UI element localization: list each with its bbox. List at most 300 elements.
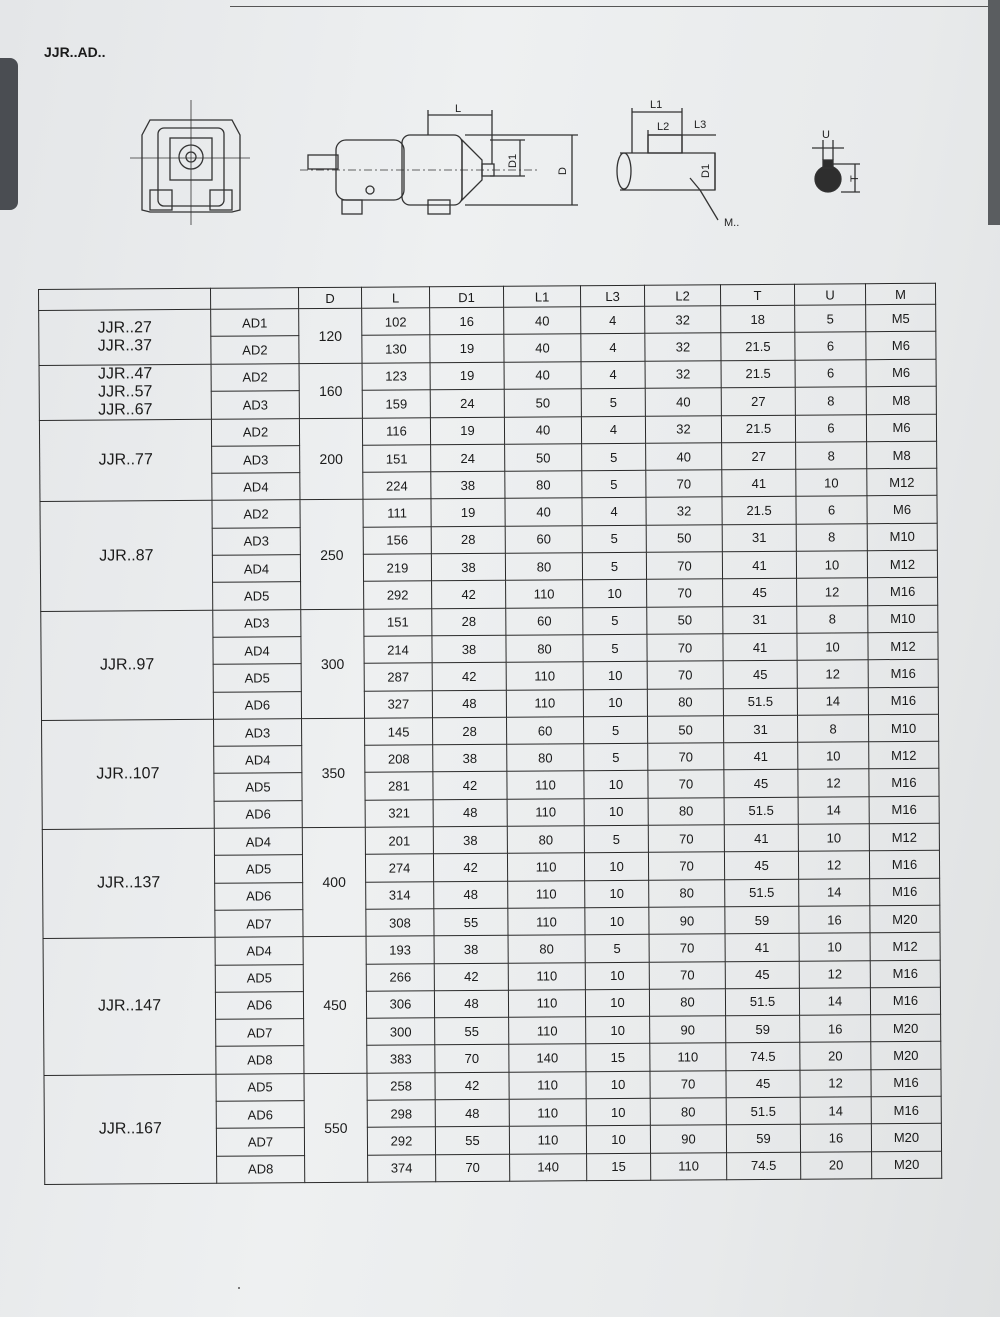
value-cell-l3: 4 — [581, 361, 645, 389]
value-cell-u: 6 — [795, 332, 866, 360]
value-cell-t: 45 — [723, 660, 797, 688]
ad-size-cell: AD2 — [211, 336, 299, 364]
value-cell-l: 214 — [364, 636, 432, 664]
value-cell-d1: 42 — [432, 663, 506, 691]
model-name: JJR..147 — [97, 997, 162, 1015]
value-cell-l1: 110 — [506, 580, 583, 608]
ad-size-cell: AD6 — [216, 1101, 304, 1129]
value-cell-m: M16 — [871, 1096, 941, 1124]
value-cell-m: M5 — [866, 304, 936, 332]
value-cell-l3: 10 — [585, 989, 649, 1017]
value-cell-u: 12 — [797, 660, 868, 688]
value-cell-d1: 42 — [434, 963, 508, 991]
value-cell-l3: 4 — [581, 334, 645, 362]
value-cell-l1: 40 — [505, 498, 582, 526]
model-cell — [44, 1074, 217, 1184]
ad-size-cell: AD3 — [214, 719, 302, 747]
value-cell-l1: 110 — [508, 880, 585, 908]
value-cell-m: M8 — [866, 386, 936, 414]
value-cell-l: 159 — [362, 390, 430, 418]
value-cell-m: M6 — [867, 496, 937, 524]
flange-d-cell: 300 — [301, 609, 365, 719]
model-cell — [39, 309, 211, 365]
value-cell-m: M20 — [871, 1014, 941, 1042]
model-cell — [40, 501, 213, 611]
value-cell-l3: 10 — [586, 1126, 650, 1154]
value-cell-t: 45 — [725, 961, 799, 989]
ad-size-cell: AD5 — [216, 1073, 304, 1101]
value-cell-l2: 80 — [650, 1098, 726, 1126]
value-cell-l3: 10 — [586, 1016, 650, 1044]
value-cell-d1: 24 — [430, 389, 504, 417]
ad-size-cell: AD6 — [215, 882, 303, 910]
value-cell-t: 51.5 — [725, 988, 799, 1016]
value-cell-l1: 80 — [507, 826, 584, 854]
value-cell-u: 10 — [798, 824, 869, 852]
value-cell-m: M12 — [870, 932, 940, 960]
value-cell-l3: 10 — [585, 962, 649, 990]
value-cell-l3: 15 — [587, 1153, 651, 1181]
ad-size-cell: AD5 — [214, 855, 302, 883]
value-cell-l1: 110 — [508, 962, 585, 990]
value-cell-l1: 80 — [506, 635, 583, 663]
value-cell-d1: 38 — [434, 935, 508, 963]
value-cell-u: 10 — [797, 633, 868, 661]
value-cell-l3: 5 — [582, 470, 646, 498]
value-cell-u: 12 — [800, 1069, 871, 1097]
value-cell-m: M16 — [868, 578, 938, 606]
value-cell-l2: 32 — [645, 333, 721, 361]
value-cell-m: M10 — [867, 523, 937, 551]
column-header: L — [361, 287, 429, 308]
value-cell-d1: 48 — [435, 1099, 509, 1127]
value-cell-l3: 10 — [583, 689, 647, 717]
column-header: D — [298, 287, 361, 308]
model-name: JJR..107 — [96, 765, 160, 783]
value-cell-u: 14 — [798, 796, 869, 824]
value-cell-t: 45 — [724, 770, 798, 798]
model-name: JJR..97 — [99, 655, 155, 674]
value-cell-u: 10 — [796, 469, 867, 497]
value-cell-u: 16 — [800, 1124, 871, 1152]
dim-L1-label: L1 — [650, 99, 663, 111]
value-cell-m: M20 — [871, 1042, 941, 1070]
value-cell-u: 6 — [795, 359, 866, 387]
flange-d-cell: 450 — [303, 936, 367, 1073]
value-cell-l1: 40 — [504, 416, 581, 444]
value-cell-l3: 10 — [583, 580, 647, 608]
value-cell-l3: 5 — [581, 388, 645, 416]
value-cell-u: 12 — [798, 851, 869, 879]
value-cell-l3: 5 — [584, 825, 648, 853]
value-cell-d1: 55 — [435, 1127, 509, 1155]
value-cell-t: 51.5 — [725, 879, 799, 907]
dimension-labels — [455, 99, 861, 229]
value-cell-l1: 80 — [505, 471, 582, 499]
value-cell-d1: 48 — [434, 881, 508, 909]
value-cell-l1: 40 — [504, 334, 581, 362]
gearbox-end-view-drawing — [130, 100, 250, 225]
value-cell-l: 156 — [363, 527, 431, 555]
ad-size-cell: AD4 — [214, 828, 302, 856]
model-name: JJR..137 — [97, 874, 161, 892]
value-cell-l2: 70 — [648, 852, 724, 880]
value-cell-l: 208 — [365, 745, 433, 773]
value-cell-l3: 15 — [586, 1044, 650, 1072]
value-cell-d1: 28 — [432, 608, 506, 636]
value-cell-t: 21.5 — [721, 333, 795, 361]
value-cell-l: 193 — [366, 936, 434, 964]
value-cell-u: 6 — [795, 414, 866, 442]
value-cell-l: 292 — [367, 1127, 435, 1155]
column-header: T — [720, 284, 794, 306]
value-cell-l1: 110 — [508, 908, 585, 936]
value-cell-m: M16 — [868, 659, 938, 687]
value-cell-m: M16 — [868, 687, 938, 715]
value-cell-d1: 38 — [433, 744, 507, 772]
value-cell-l2: 80 — [649, 989, 725, 1017]
value-cell-l: 151 — [364, 608, 432, 636]
value-cell-l2: 70 — [649, 961, 725, 989]
value-cell-m: M12 — [867, 550, 937, 578]
value-cell-l: 314 — [366, 881, 434, 909]
value-cell-d1: 28 — [433, 717, 507, 745]
ad-size-cell: AD6 — [214, 800, 302, 828]
value-cell-l3: 10 — [583, 662, 647, 690]
value-cell-d1: 42 — [433, 772, 507, 800]
value-cell-l1: 140 — [509, 1044, 586, 1072]
value-cell-l2: 90 — [649, 907, 725, 935]
value-cell-l2: 70 — [646, 552, 722, 580]
ad-size-cell: AD5 — [213, 664, 301, 692]
value-cell-l2: 80 — [647, 688, 723, 716]
model-cell — [42, 828, 215, 938]
value-cell-l: 111 — [363, 499, 431, 527]
value-cell-l3: 5 — [582, 525, 646, 553]
value-cell-d1: 19 — [430, 335, 504, 363]
value-cell-m: M12 — [868, 632, 938, 660]
value-cell-l3: 5 — [582, 443, 646, 471]
value-cell-t: 41 — [724, 824, 798, 852]
value-cell-l1: 110 — [506, 689, 583, 717]
ad-size-cell: AD5 — [213, 582, 301, 610]
value-cell-t: 41 — [722, 551, 796, 579]
value-cell-u: 12 — [798, 769, 869, 797]
value-cell-l: 300 — [367, 1018, 435, 1046]
value-cell-l: 306 — [366, 991, 434, 1019]
value-cell-d1: 55 — [435, 1017, 509, 1045]
ad-size-cell: AD4 — [213, 637, 301, 665]
value-cell-m: M16 — [871, 1069, 941, 1097]
page-title: JJR..AD.. — [44, 44, 106, 60]
value-cell-m: M16 — [869, 769, 939, 797]
value-cell-d1: 55 — [434, 908, 508, 936]
value-cell-l1: 110 — [507, 853, 584, 881]
value-cell-m: M6 — [866, 359, 936, 387]
value-cell-l2: 90 — [650, 1016, 726, 1044]
value-cell-l1: 40 — [504, 307, 581, 335]
value-cell-d1: 38 — [433, 826, 507, 854]
value-cell-l2: 32 — [645, 360, 721, 388]
value-cell-l3: 4 — [581, 416, 645, 444]
value-cell-l: 321 — [365, 800, 433, 828]
value-cell-t: 21.5 — [721, 415, 795, 443]
value-cell-l: 102 — [362, 308, 430, 336]
model-name: JJR..87 — [99, 546, 154, 565]
column-header: M — [865, 283, 935, 304]
flange-d-cell: 350 — [302, 718, 366, 828]
value-cell-l1: 80 — [505, 553, 582, 581]
value-cell-d1: 16 — [430, 307, 504, 335]
value-cell-t: 27 — [721, 387, 795, 415]
value-cell-l1: 110 — [509, 1099, 586, 1127]
value-cell-u: 6 — [796, 496, 867, 524]
value-cell-t: 59 — [726, 1015, 800, 1043]
value-cell-m: M10 — [868, 605, 938, 633]
value-cell-l3: 10 — [584, 853, 648, 881]
value-cell-t: 51.5 — [726, 1097, 800, 1125]
ad-size-cell: AD7 — [216, 1019, 304, 1047]
dim-D-label: D — [557, 167, 569, 175]
flange-d-cell: 200 — [299, 418, 363, 500]
table-body — [39, 304, 942, 1184]
value-cell-u: 20 — [801, 1151, 872, 1179]
value-cell-d1: 70 — [435, 1045, 509, 1073]
value-cell-l2: 40 — [646, 443, 722, 471]
value-cell-l: 274 — [365, 854, 433, 882]
ad-size-cell: AD1 — [211, 309, 299, 337]
value-cell-u: 14 — [799, 878, 870, 906]
value-cell-u: 14 — [799, 988, 870, 1016]
value-cell-t: 41 — [725, 933, 799, 961]
value-cell-l3: 5 — [585, 934, 649, 962]
value-cell-l3: 10 — [586, 1071, 650, 1099]
value-cell-l: 298 — [367, 1100, 435, 1128]
column-header: L1 — [503, 286, 580, 308]
value-cell-l: 258 — [367, 1072, 435, 1100]
value-cell-l1: 110 — [509, 1017, 586, 1045]
model-cell — [43, 938, 216, 1076]
value-cell-d1: 70 — [436, 1154, 510, 1182]
value-cell-d1: 19 — [430, 417, 504, 445]
value-cell-l3: 5 — [584, 743, 648, 771]
dim-L-label: L — [455, 103, 462, 115]
keyway-section-drawing — [812, 140, 860, 192]
value-cell-m: M6 — [866, 414, 936, 442]
value-cell-l1: 40 — [504, 361, 581, 389]
model-name: JJR..67 — [98, 400, 153, 419]
value-cell-l2: 32 — [646, 497, 722, 525]
ad-size-cell: AD5 — [215, 964, 303, 992]
value-cell-t: 45 — [723, 579, 797, 607]
value-cell-l2: 70 — [646, 470, 722, 498]
value-cell-m: M6 — [866, 332, 936, 360]
value-cell-u: 12 — [797, 578, 868, 606]
model-cell — [41, 610, 214, 720]
value-cell-l: 219 — [363, 554, 431, 582]
value-cell-l2: 70 — [648, 743, 724, 771]
ad-size-cell: AD2 — [211, 418, 299, 446]
value-cell-l2: 70 — [650, 1070, 726, 1098]
value-cell-l: 224 — [363, 472, 431, 500]
value-cell-l2: 80 — [648, 797, 724, 825]
value-cell-m: M12 — [869, 823, 939, 851]
value-cell-t: 21.5 — [722, 497, 796, 525]
value-cell-l2: 70 — [648, 825, 724, 853]
ad-size-cell: AD6 — [213, 691, 301, 719]
ad-size-cell: AD3 — [211, 391, 299, 419]
dimension-table — [38, 283, 942, 1185]
dim-D1-label: D1 — [507, 153, 519, 168]
value-cell-l2: 70 — [649, 934, 725, 962]
value-cell-l1: 110 — [507, 771, 584, 799]
value-cell-l: 201 — [365, 827, 433, 855]
value-cell-t: 31 — [723, 715, 797, 743]
ad-size-cell: AD3 — [212, 527, 300, 555]
value-cell-t: 45 — [724, 852, 798, 880]
value-cell-m: M12 — [867, 468, 937, 496]
value-cell-m: M10 — [868, 714, 938, 742]
value-cell-l2: 110 — [651, 1152, 727, 1180]
value-cell-t: 51.5 — [724, 797, 798, 825]
column-header: D1 — [429, 286, 503, 308]
value-cell-l: 374 — [368, 1154, 436, 1182]
value-cell-u: 14 — [800, 1097, 871, 1125]
value-cell-l2: 50 — [647, 716, 723, 744]
value-cell-l3: 10 — [584, 798, 648, 826]
value-cell-u: 10 — [798, 742, 869, 770]
column-header — [210, 288, 298, 310]
column-header — [39, 288, 211, 310]
value-cell-l1: 50 — [505, 444, 582, 472]
value-cell-d1: 42 — [435, 1072, 509, 1100]
value-cell-u: 8 — [796, 523, 867, 551]
value-cell-u: 8 — [797, 605, 868, 633]
value-cell-l1: 110 — [506, 662, 583, 690]
value-cell-t: 51.5 — [723, 688, 797, 716]
value-cell-l1: 140 — [510, 1153, 587, 1181]
column-header: L2 — [644, 285, 720, 307]
value-cell-l: 383 — [367, 1045, 435, 1073]
value-cell-l3: 10 — [585, 880, 649, 908]
dim-L2-label: L2 — [657, 121, 670, 133]
value-cell-l1: 60 — [505, 525, 582, 553]
flange-d-cell: 250 — [300, 500, 364, 610]
value-cell-t: 31 — [722, 524, 796, 552]
value-cell-l1: 110 — [509, 1071, 586, 1099]
value-cell-m: M8 — [867, 441, 937, 469]
value-cell-u: 12 — [799, 960, 870, 988]
flange-d-cell: 400 — [302, 827, 366, 937]
value-cell-u: 16 — [800, 1015, 871, 1043]
value-cell-t: 21.5 — [721, 360, 795, 388]
value-cell-m: M20 — [872, 1151, 942, 1179]
ad-size-cell: AD3 — [213, 609, 301, 637]
value-cell-d1: 19 — [430, 362, 504, 390]
value-cell-l1: 110 — [509, 1126, 586, 1154]
ad-size-cell: AD6 — [215, 991, 303, 1019]
value-cell-l2: 70 — [648, 770, 724, 798]
value-cell-d1: 42 — [433, 854, 507, 882]
value-cell-l2: 70 — [647, 634, 723, 662]
model-name: JJR..37 — [97, 337, 153, 355]
value-cell-u: 16 — [799, 906, 870, 934]
gearbox-side-view-drawing — [300, 110, 578, 214]
value-cell-l: 130 — [362, 335, 430, 363]
value-cell-m: M20 — [870, 905, 940, 933]
value-cell-m: M16 — [869, 851, 939, 879]
value-cell-l: 151 — [363, 445, 431, 473]
value-cell-t: 27 — [722, 442, 796, 470]
value-cell-u: 8 — [797, 715, 868, 743]
value-cell-l: 308 — [366, 909, 434, 937]
model-name: JJR..27 — [97, 319, 152, 337]
value-cell-d1: 38 — [432, 635, 506, 663]
value-cell-m: M16 — [869, 796, 939, 824]
value-cell-d1: 48 — [433, 799, 507, 827]
value-cell-l2: 40 — [645, 388, 721, 416]
value-cell-l2: 70 — [647, 661, 723, 689]
value-cell-l1: 60 — [507, 717, 584, 745]
value-cell-l2: 32 — [645, 306, 721, 334]
column-header: U — [794, 284, 865, 305]
value-cell-l: 292 — [364, 581, 432, 609]
dim-D1b-label: D1 — [700, 163, 712, 178]
value-cell-l1: 50 — [504, 389, 581, 417]
value-cell-u: 20 — [800, 1042, 871, 1070]
ad-size-cell: AD3 — [212, 446, 300, 474]
value-cell-u: 14 — [797, 687, 868, 715]
value-cell-l: 123 — [362, 362, 430, 390]
ad-size-cell: AD4 — [212, 473, 300, 501]
value-cell-l3: 5 — [583, 634, 647, 662]
dim-M-label: M.. — [724, 217, 740, 229]
value-cell-l: 266 — [366, 963, 434, 991]
value-cell-l: 281 — [365, 772, 433, 800]
value-cell-t: 74.5 — [727, 1152, 801, 1180]
value-cell-l: 145 — [365, 718, 433, 746]
flange-d-cell: 120 — [299, 308, 362, 363]
value-cell-l1: 110 — [508, 990, 585, 1018]
value-cell-l1: 80 — [507, 744, 584, 772]
dimension-drawings — [0, 60, 1000, 280]
value-cell-m: M12 — [869, 741, 939, 769]
value-cell-l2: 110 — [650, 1043, 726, 1071]
model-cell — [42, 719, 215, 829]
value-cell-l2: 32 — [645, 415, 721, 443]
ad-size-cell: AD4 — [212, 555, 300, 583]
value-cell-t: 59 — [725, 906, 799, 934]
value-cell-l1: 80 — [508, 935, 585, 963]
value-cell-d1: 28 — [431, 526, 505, 554]
value-cell-l2: 70 — [647, 579, 723, 607]
value-cell-d1: 38 — [431, 471, 505, 499]
value-cell-u: 10 — [799, 933, 870, 961]
value-cell-l2: 50 — [646, 525, 722, 553]
ad-size-cell: AD2 — [212, 500, 300, 528]
value-cell-d1: 48 — [432, 690, 506, 718]
ad-size-cell: AD8 — [216, 1046, 304, 1074]
value-cell-l3: 5 — [583, 716, 647, 744]
top-rule — [230, 6, 1000, 7]
value-cell-t: 18 — [721, 305, 795, 333]
model-name: JJR..77 — [98, 451, 153, 469]
speck — [238, 1287, 240, 1289]
value-cell-l2: 50 — [647, 606, 723, 634]
value-cell-d1: 19 — [431, 499, 505, 527]
model-cell — [39, 419, 212, 502]
value-cell-d1: 24 — [431, 444, 505, 472]
